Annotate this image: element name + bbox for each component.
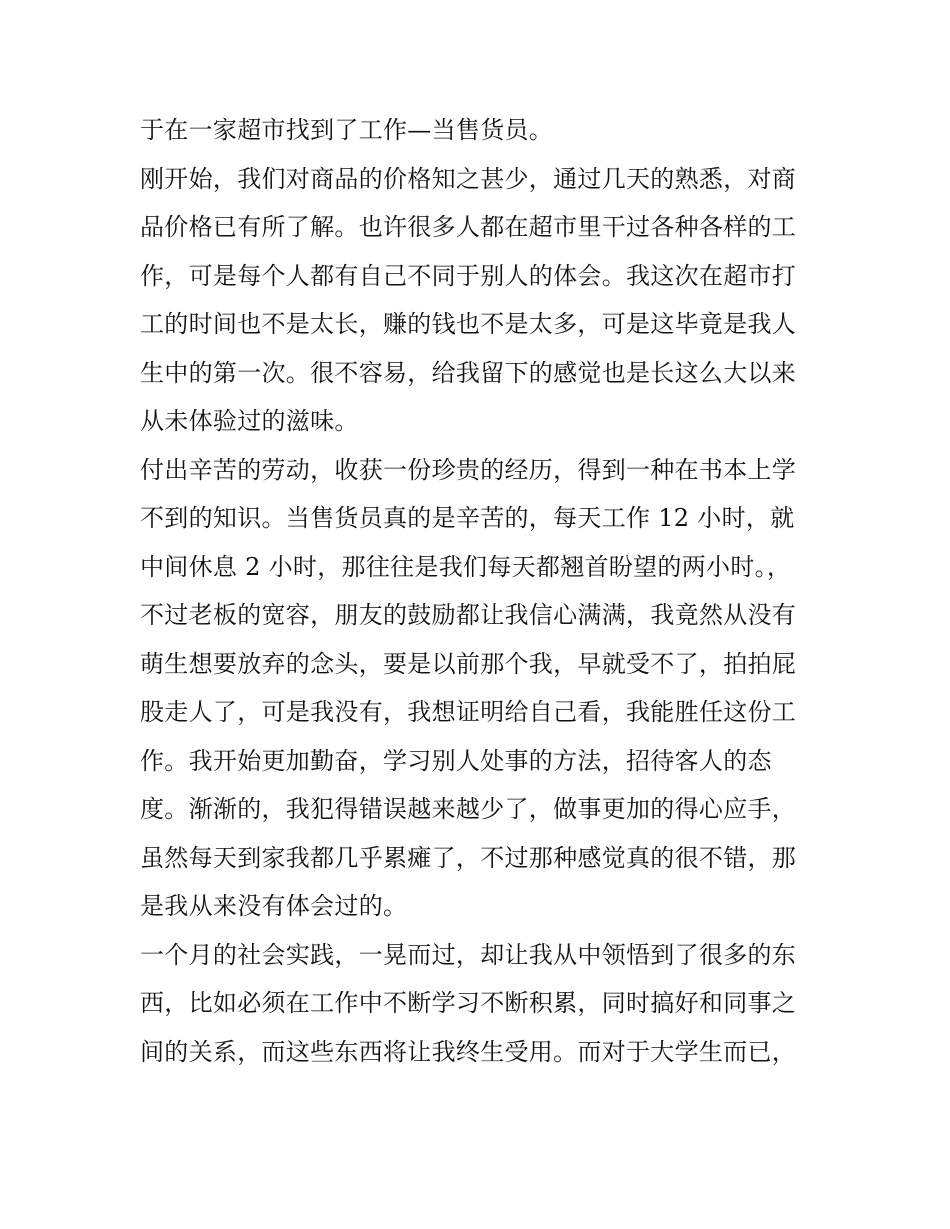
text-line: 作，可是每个人都有自己不同于别人的体会。我这次在超市打: [140, 261, 797, 290]
text-line: 一个月的社会实践，一晃而过，却让我从中领悟到了很多的东: [140, 940, 797, 969]
text-line: 股走人了，可是我没有，我想证明给自己看，我能胜任这份工: [140, 698, 797, 726]
text-line: 虽然每天到家我都几乎累瘫了，不过那种感觉真的很不错，那: [140, 843, 797, 872]
text-line: 作。我开始更加勤奋，学习别人处事的方法，招待客人的态: [140, 746, 772, 775]
text-line: 刚开始，我们对商品的价格知之甚少，通过几天的熟悉，对商: [140, 164, 797, 193]
text-line: 是我从来没有体会过的。: [140, 892, 408, 920]
text-line: 工的时间也不是太长，赚的钱也不是太多，可是这毕竟是我人: [140, 310, 797, 338]
text-line: 中间休息 2 小时，那往往是我们每天都翘首盼望的两小时。，: [140, 552, 792, 581]
text-line: 不过老板的宽容，朋友的鼓励都让我信心满满，我竟然从没有: [140, 601, 797, 629]
text-line: 品价格已有所了解。也许很多人都在超市里干过各种各样的工: [140, 213, 797, 241]
text-line: 西，比如必须在工作中不断学习不断积累，同时搞好和同事之: [140, 989, 797, 1017]
text-line: 萌生想要放弃的念头，要是以前那个我，早就受不了，拍拍屁: [140, 649, 797, 678]
text-line: 间的关系，而这些东西将让我终生受用。而对于大学生而已，: [140, 1037, 797, 1066]
text-line: 生中的第一次。很不容易，给我留下的感觉也是长这么大以来: [140, 358, 797, 387]
text-line: 从未体验过的滋味。: [140, 407, 359, 435]
document-body-text: [140, 106, 812, 1076]
text-line: 于在一家超市找到了工作—当售货员。: [140, 116, 554, 144]
text-line: 度。渐渐的，我犯得错误越来越少了，做事更加的得心应手，: [140, 795, 797, 823]
text-line: 不到的知识。当售货员真的是辛苦的，每天工作 12 小时，就: [140, 504, 795, 532]
text-line: 付出辛苦的劳动，收获一份珍贵的经历，得到一种在书本上学: [140, 455, 797, 484]
